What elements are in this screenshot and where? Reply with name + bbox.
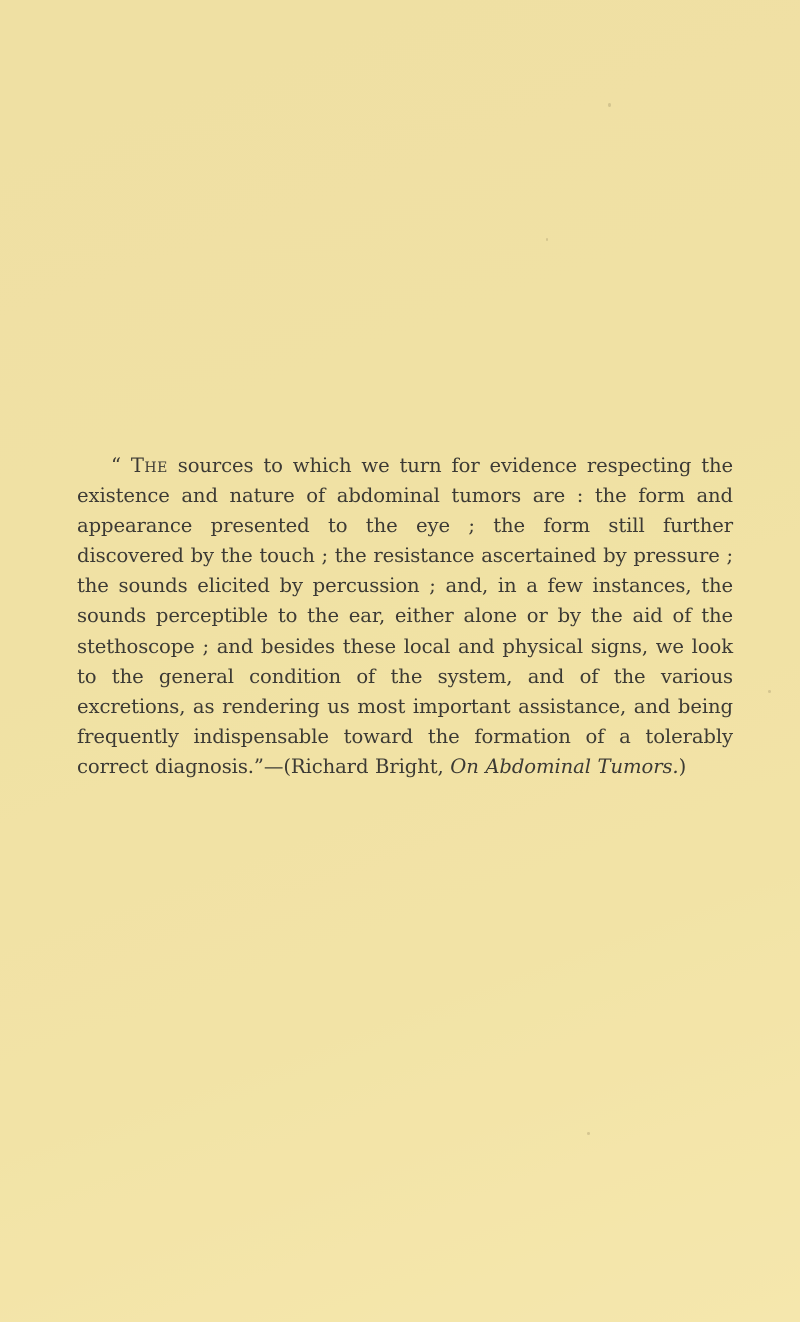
epigraph-quotation	[77, 451, 733, 782]
paper-speck	[587, 1132, 590, 1135]
opening-quote: “	[111, 454, 131, 477]
lead-word: The	[130, 454, 168, 477]
closing-parenthesis: )	[678, 754, 687, 778]
paper-speck	[546, 238, 548, 241]
quotation-body: sources to which we turn for evidence respecting the existence and nature of abdominal tumors are : the form and appearance presented to the eye ; the form still further discovered by the touch ; the resistance ascertained by pressure ; the sounds elicited by percussion ; and, in a few instances, the sounds perceptible to the ear, either alone or by the aid of the stethoscope ; and besides these local and physical signs, we look to the general condition of the system, and of the various excretions, as rendering us most important assistance, and being frequently indispensable toward the formation of a tolerably correct diagnosis.”—(Richard Bright,	[77, 454, 733, 778]
cited-work-title: On Abdominal Tumors.	[450, 754, 679, 778]
paper-speck	[768, 690, 771, 693]
paper-speck	[608, 103, 611, 107]
